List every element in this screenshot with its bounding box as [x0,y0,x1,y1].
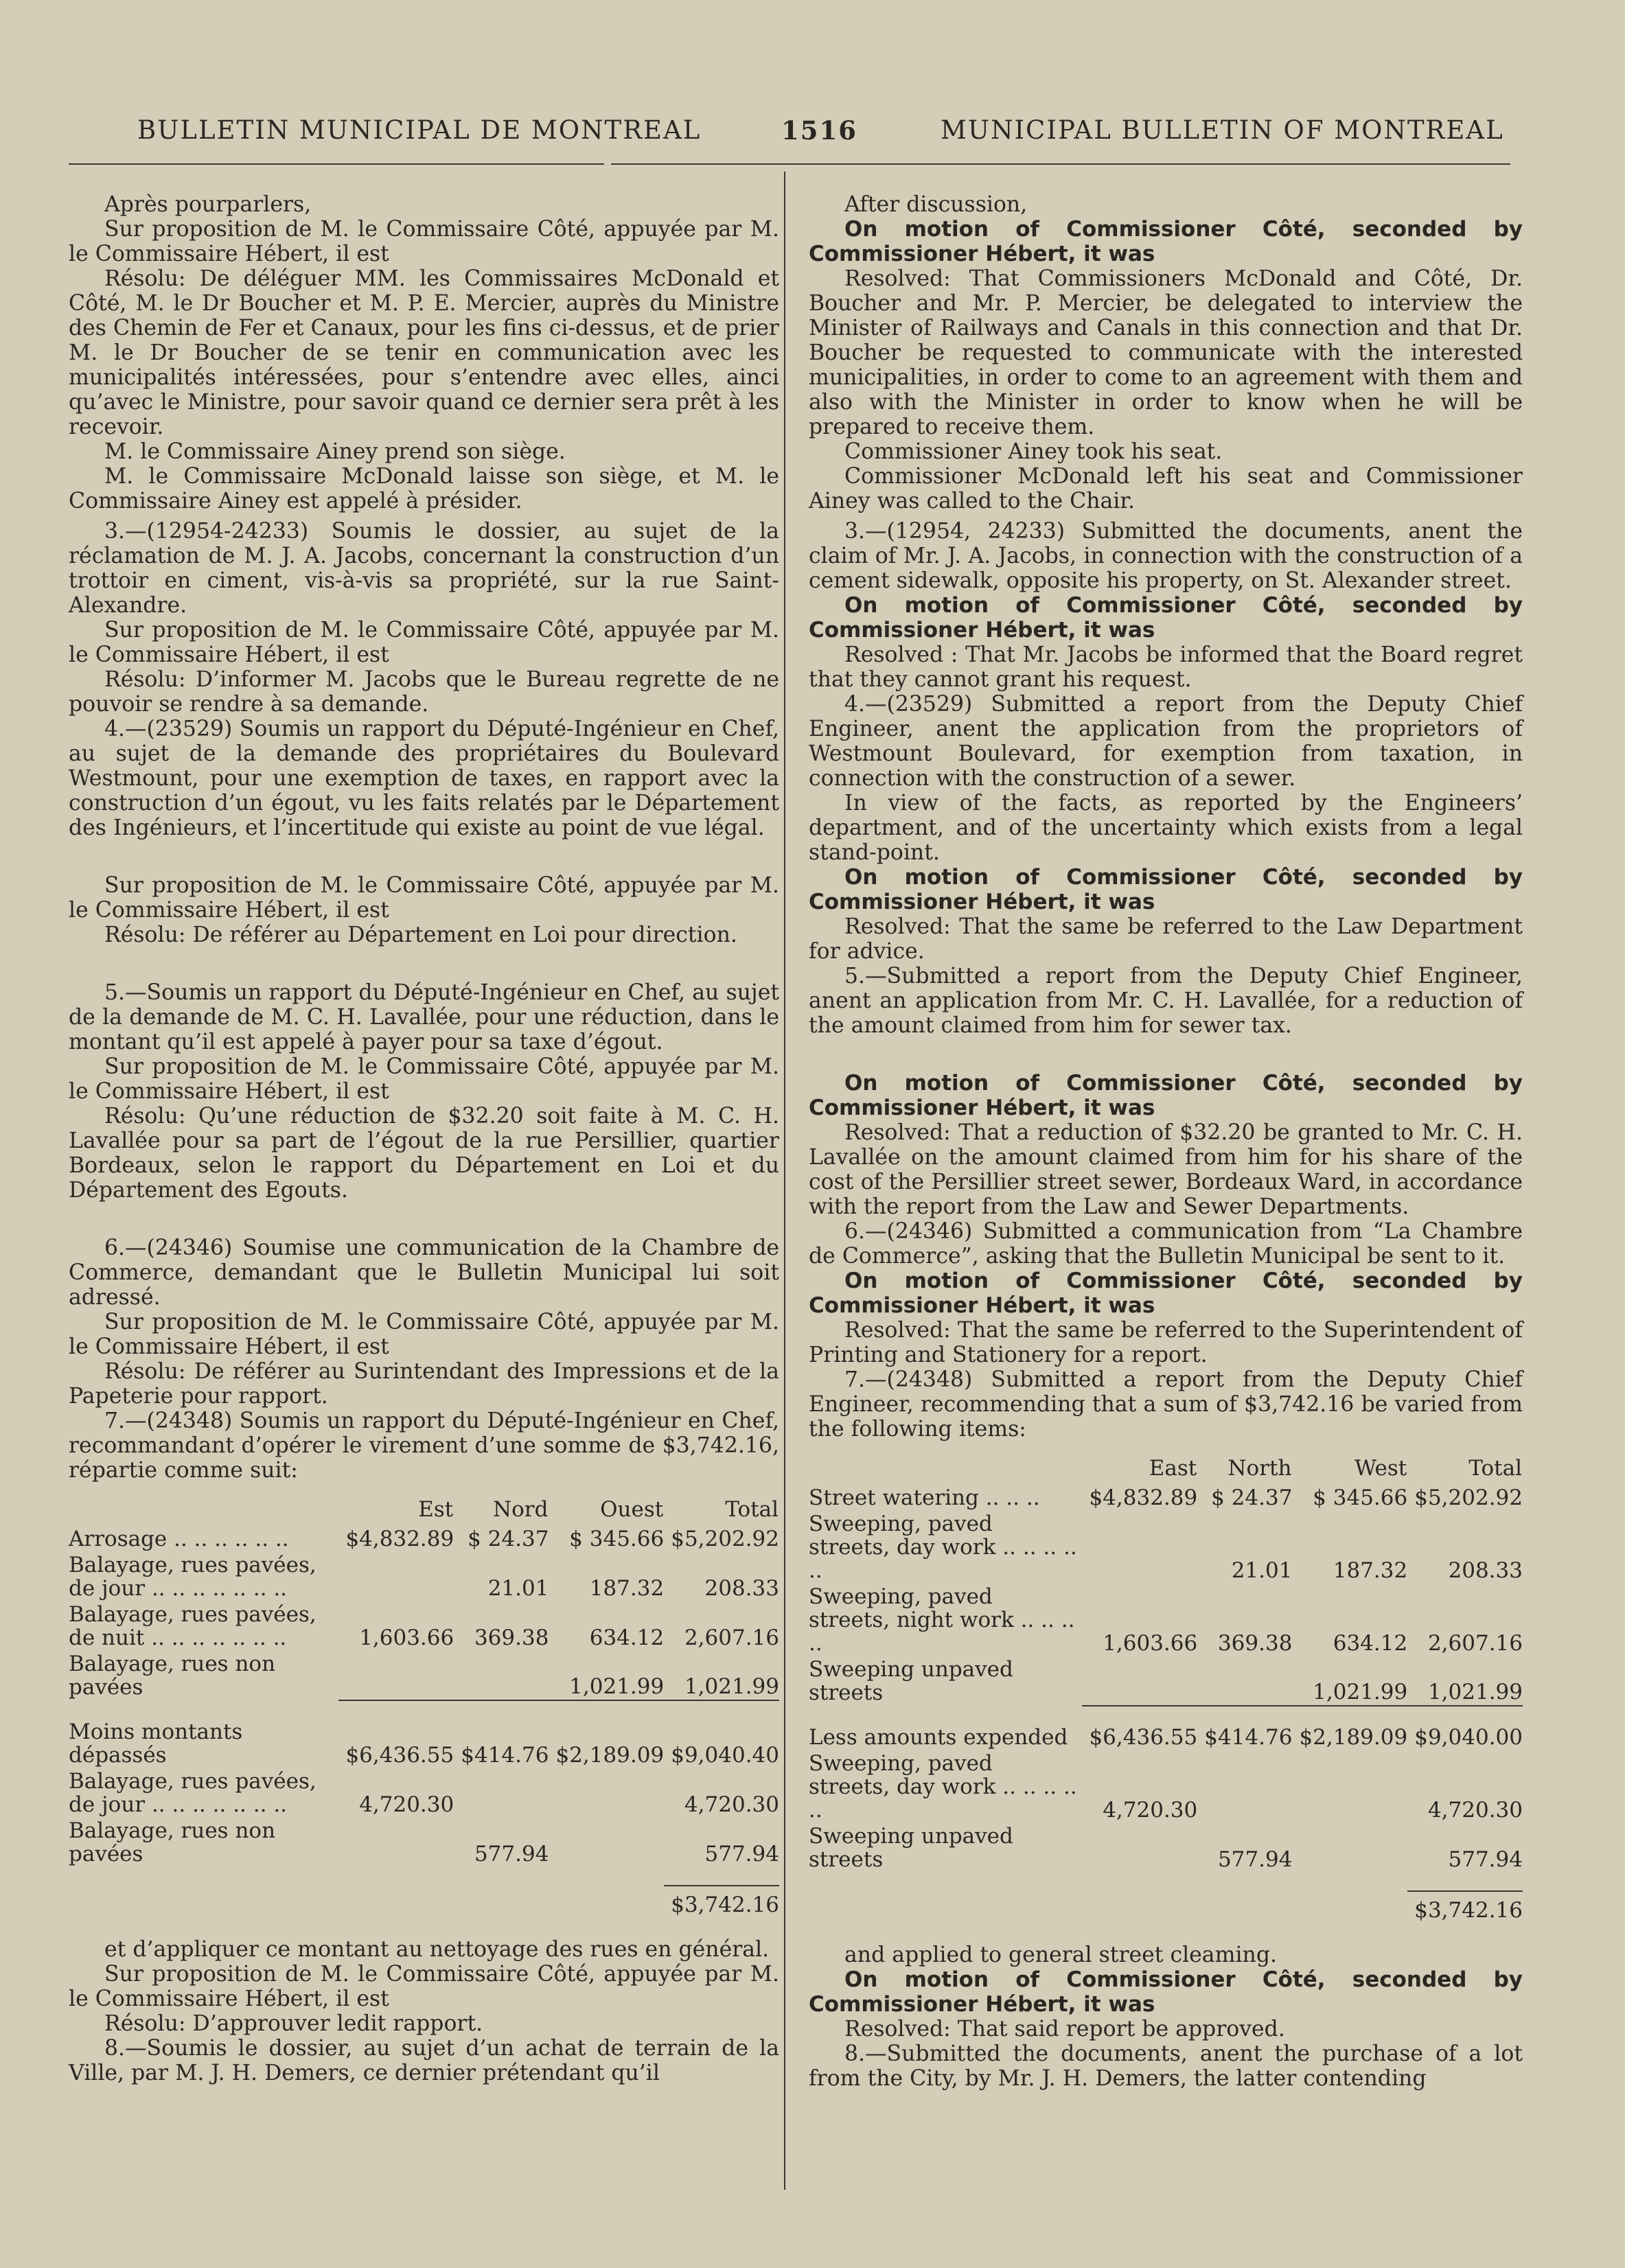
fr-paragraph: Résolu: Qu’une réduction de $32.20 soit faite à M. C. H. Lavallée pour sa part de l’égout de la rue Persillier, quartier Bordeaux, selon le rapport du Département en Loi et du Département des Egouts. [69,1104,779,1203]
grand-total: $3,742.16 [664,1886,779,1918]
en-motion: On motion of Commissioner Côté, seconded by Commissioner Hébert, it was [809,865,1523,914]
table-row: Sweeping unpaved streets 577.94 577.94 [809,1824,1523,1872]
fr-paragraph: Résolu: D’informer M. Jacobs que le Bureau regrette de ne pouvoir se rendre à sa demande. [69,667,779,717]
en-transfer-table [809,1455,1523,1923]
en-motion: On motion of Commissioner Côté, seconded by Commissioner Hébert, it was [809,1967,1523,2017]
header-left-title: BULLETIN MUNICIPAL DE MONTREAL [137,115,702,145]
english-column [809,192,1523,2091]
table-row: Balayage, rues non pavées 1,021.99 1,021.99 [69,1652,779,1700]
fr-paragraph: M. le Commissaire McDonald laisse son siège, et M. le Commissaire Ainey est appelé à présider. [69,464,779,513]
fr-paragraph: M. le Commissaire Ainey prend son siège. [104,439,566,464]
fr-col-header: Nord [492,1497,549,1522]
en-paragraph: Resolved: That the same be referred to the Law Department for advice. [809,914,1523,964]
fr-paragraph: Sur proposition de M. le Commissaire Côté, appuyée par M. le Commissaire Hébert, il est [69,618,779,667]
grand-total: $3,742.16 [1407,1891,1523,1923]
fr-item-7: 7.—(24348) Soumis un rapport du Député-Ingénieur en Chef, recommandant d’opérer le virement d’une somme de $3,742.16, répartie comme suit: [69,1409,779,1483]
table-row: Balayage, rues non pavées 577.94 577.94 [69,1818,779,1866]
grand-total-row [809,1891,1523,1923]
table-row: Balayage, rues pavées, de jour .. .. .. .. .. .. .. 21.01 187.32 208.33 [69,1553,779,1601]
en-paragraph: Commissioner McDonald left his seat and Commissioner Ainey was called to the Chair. [809,464,1523,513]
table-row: Moins montants dépassés $6,436.55 $414.76 $2,189.09 $9,040.40 [69,1720,779,1768]
en-paragraph: Resolved : That Mr. Jacobs be informed that the Board regret that they cannot grant his request. [809,643,1523,692]
fr-paragraph: Sur proposition de M. le Commissaire Côté, appuyée par M. le Commissaire Hébert, il est [69,1310,779,1359]
en-item-3: 3.—(12954, 24233) Submitted the documents, anent the claim of Mr. J. A. Jacobs, in connection with the construction of a cement sidewalk, opposite his property, on St. Alexander street. [809,519,1523,593]
en-motion: On motion of Commissioner Côté, seconded by Commissioner Hébert, it was [809,1269,1523,1318]
table-row: Sweeping unpaved streets 1,021.99 1,021.99 [809,1657,1523,1705]
fr-col-header: Est [418,1497,454,1522]
table-row: Balayage, rues pavées, de nuit .. .. .. .. .. .. .. 1,603.66 369.38 634.12 2,607.16 [69,1602,779,1650]
header-right-title: MUNICIPAL BULLETIN OF MONTREAL [941,115,1504,145]
table-row: Balayage, rues pavées, de jour .. .. .. .. .. .. .. 4,720.30 4,720.30 [69,1769,779,1817]
table-row: Arrosage .. .. .. .. .. .. $4,832.89 $ 24.37 $ 345.66 $5,202.92 [69,1527,779,1551]
en-paragraph: After discussion, [844,192,1028,217]
fr-paragraph: Résolu: De déléguer MM. les Commissaires McDonald et Côté, M. le Dr Boucher et M. P. E. Mercier, auprès du Ministre des Chemin de Fer et Canaux, pour les fins ci-dessus, et de prier M. le Dr Boucher de se tenir en communication avec les municipalités intéressées, pour s’entendre avec elles, ainci qu’avec le Ministre, pour savoir quand ce dernier sera prêt à les recevoir. [69,266,779,439]
fr-item-6: 6.—(24346) Soumise une communication de la Chambre de Commerce, demandant que le Bulletin Municipal lui soit adressé. [69,1236,779,1310]
en-item-7: 7.—(24348) Submitted a report from the Deputy Chief Engineer, recommending that a sum of $3,742.16 be varied from the following items: [809,1367,1523,1442]
table-row: Sweeping, paved streets, day work .. .. .. .. .. 21.01 187.32 208.33 [809,1512,1523,1583]
en-motion: On motion of Commissioner Côté, seconded by Commissioner Hébert, it was [809,217,1523,266]
en-paragraph: Commissioner Ainey took his seat. [844,439,1223,464]
fr-col-header: Ouest [600,1497,664,1522]
en-col-header: East [1149,1456,1197,1481]
grand-total-row [69,1886,779,1918]
en-paragraph: Resolved: That the same be referred to the Superintendent of Printing and Stationery for a report. [809,1318,1523,1367]
en-motion: On motion of Commissioner Côté, seconded by Commissioner Hébert, it was [809,593,1523,643]
fr-item-3: 3.—(12954-24233) Soumis le dossier, au sujet de la réclamation de M. J. A. Jacobs, concernant la construction d’un trottoir en ciment, vis-à-vis sa propriété, sur la rue Saint-Alexandre. [69,519,779,618]
en-col-header: Total [1468,1456,1522,1481]
fr-col-header: Total [725,1497,779,1522]
en-paragraph: Resolved: That said report be approved. [844,2017,1285,2041]
en-item-4: 4.—(23529) Submitted a report from the Deputy Chief Engineer, anent the application from the proprietors of Westmount Boulevard, for exemption from taxation, in connection with the construction of a sewer. [809,692,1523,791]
en-col-header: West [1355,1456,1407,1481]
fr-item-5: 5.—Soumis un rapport du Député-Ingénieur en Chef, au sujet de la demande de M. C. H. Lavallée, pour une réduction, dans le montant qu’il est appelé à payer pour sa taxe d’égout. [69,980,779,1054]
page-number: 1516 [781,115,857,146]
fr-paragraph: Sur proposition de M. le Commissaire Côté, appuyée par M. le Commissaire Hébert, il est [69,217,779,266]
fr-paragraph: et d’appliquer ce montant au nettoyage des rues en général. [104,1937,770,1962]
table-row: Street watering .. .. .. $4,832.89 $ 24.37 $ 345.66 $5,202.92 [809,1485,1523,1510]
column-divider [784,172,785,2190]
fr-item-4: 4.—(23529) Soumis un rapport du Député-Ingénieur en Chef, au sujet de la demande des propriétaires du Boulevard Westmount, pour une exemption de taxes, en rapport avec la construction d’un égout, vu les faits relatés par le Département des Ingénieurs, et l’incertitude qui existe au point de vue légal. [69,717,779,840]
en-item-5: 5.—Submitted a report from the Deputy Chief Engineer, anent an application from Mr. C. H. Lavallée, for a reduction of the amount claimed from him for sewer tax. [809,964,1523,1038]
header-rule-left [69,163,604,165]
fr-paragraph: Résolu: De référer au Surintendant des Impressions et de la Papeterie pour rapport. [69,1359,779,1409]
fr-paragraph: Sur proposition de M. le Commissaire Côté, appuyée par M. le Commissaire Hébert, il est [69,1054,779,1104]
header-rule-right [611,163,1510,165]
en-col-header: North [1228,1456,1292,1481]
fr-paragraph: Sur proposition de M. le Commissaire Côté, appuyée par M. le Commissaire Hébert, il est [69,1962,779,2011]
french-column [69,192,779,2085]
en-motion: On motion of Commissioner Côté, seconded by Commissioner Hébert, it was [809,1071,1523,1120]
en-paragraph: and applied to general street cleaming. [844,1943,1277,1967]
table-row: Sweeping, paved streets, night work .. .. .. .. 1,603.66 369.38 634.12 2,607.16 [809,1584,1523,1656]
fr-paragraph: Résolu: De référer au Département en Loi pour direction. [104,923,737,947]
fr-item-8: 8.—Soumis le dossier, au sujet d’un achat de terrain de la Ville, par M. J. H. Demers, ce dernier prétendant qu’il [69,2036,779,2085]
fr-paragraph: Sur proposition de M. le Commissaire Côté, appuyée par M. le Commissaire Hébert, il est [69,873,779,923]
en-item-8: 8.—Submitted the documents, anent the purchase of a lot from the City, by Mr. J. H. Demers, the latter contending [809,2041,1523,2091]
table-row: Less amounts expended $6,436.55 $414.76 $2,189.09 $9,040.00 [809,1725,1523,1750]
table-row: Sweeping, paved streets, day work .. .. .. .. .. 4,720.30 4,720.30 [809,1751,1523,1822]
fr-transfer-table [69,1496,779,1918]
fr-paragraph: Après pourparlers, [104,192,312,217]
en-paragraph: In view of the facts, as reported by the Engineers’ department, and of the uncertainty which exists from a legal stand-point. [809,791,1523,865]
en-paragraph: Resolved: That Commissioners McDonald and Côté, Dr. Boucher and Mr. P. Mercier, be delegated to interview the Minister of Railways and Canals in this connection and that Dr. Boucher be requested to communicate with the interested municipalities, in order to come to an agreement with them and also with the Minister in order to know when he will be prepared to receive them. [809,266,1523,439]
en-item-6: 6.—(24346) Submitted a communication from “La Chambre de Commerce”, asking that the Bulletin Municipal be sent to it. [809,1219,1523,1269]
en-paragraph: Resolved: That a reduction of $32.20 be granted to Mr. C. H. Lavallée on the amount claimed from him for his share of the cost of the Persillier street sewer, Bordeaux Ward, in accordance with the report from the Law and Sewer Departments. [809,1120,1523,1219]
fr-paragraph: Résolu: D’approuver ledit rapport. [104,2011,483,2036]
